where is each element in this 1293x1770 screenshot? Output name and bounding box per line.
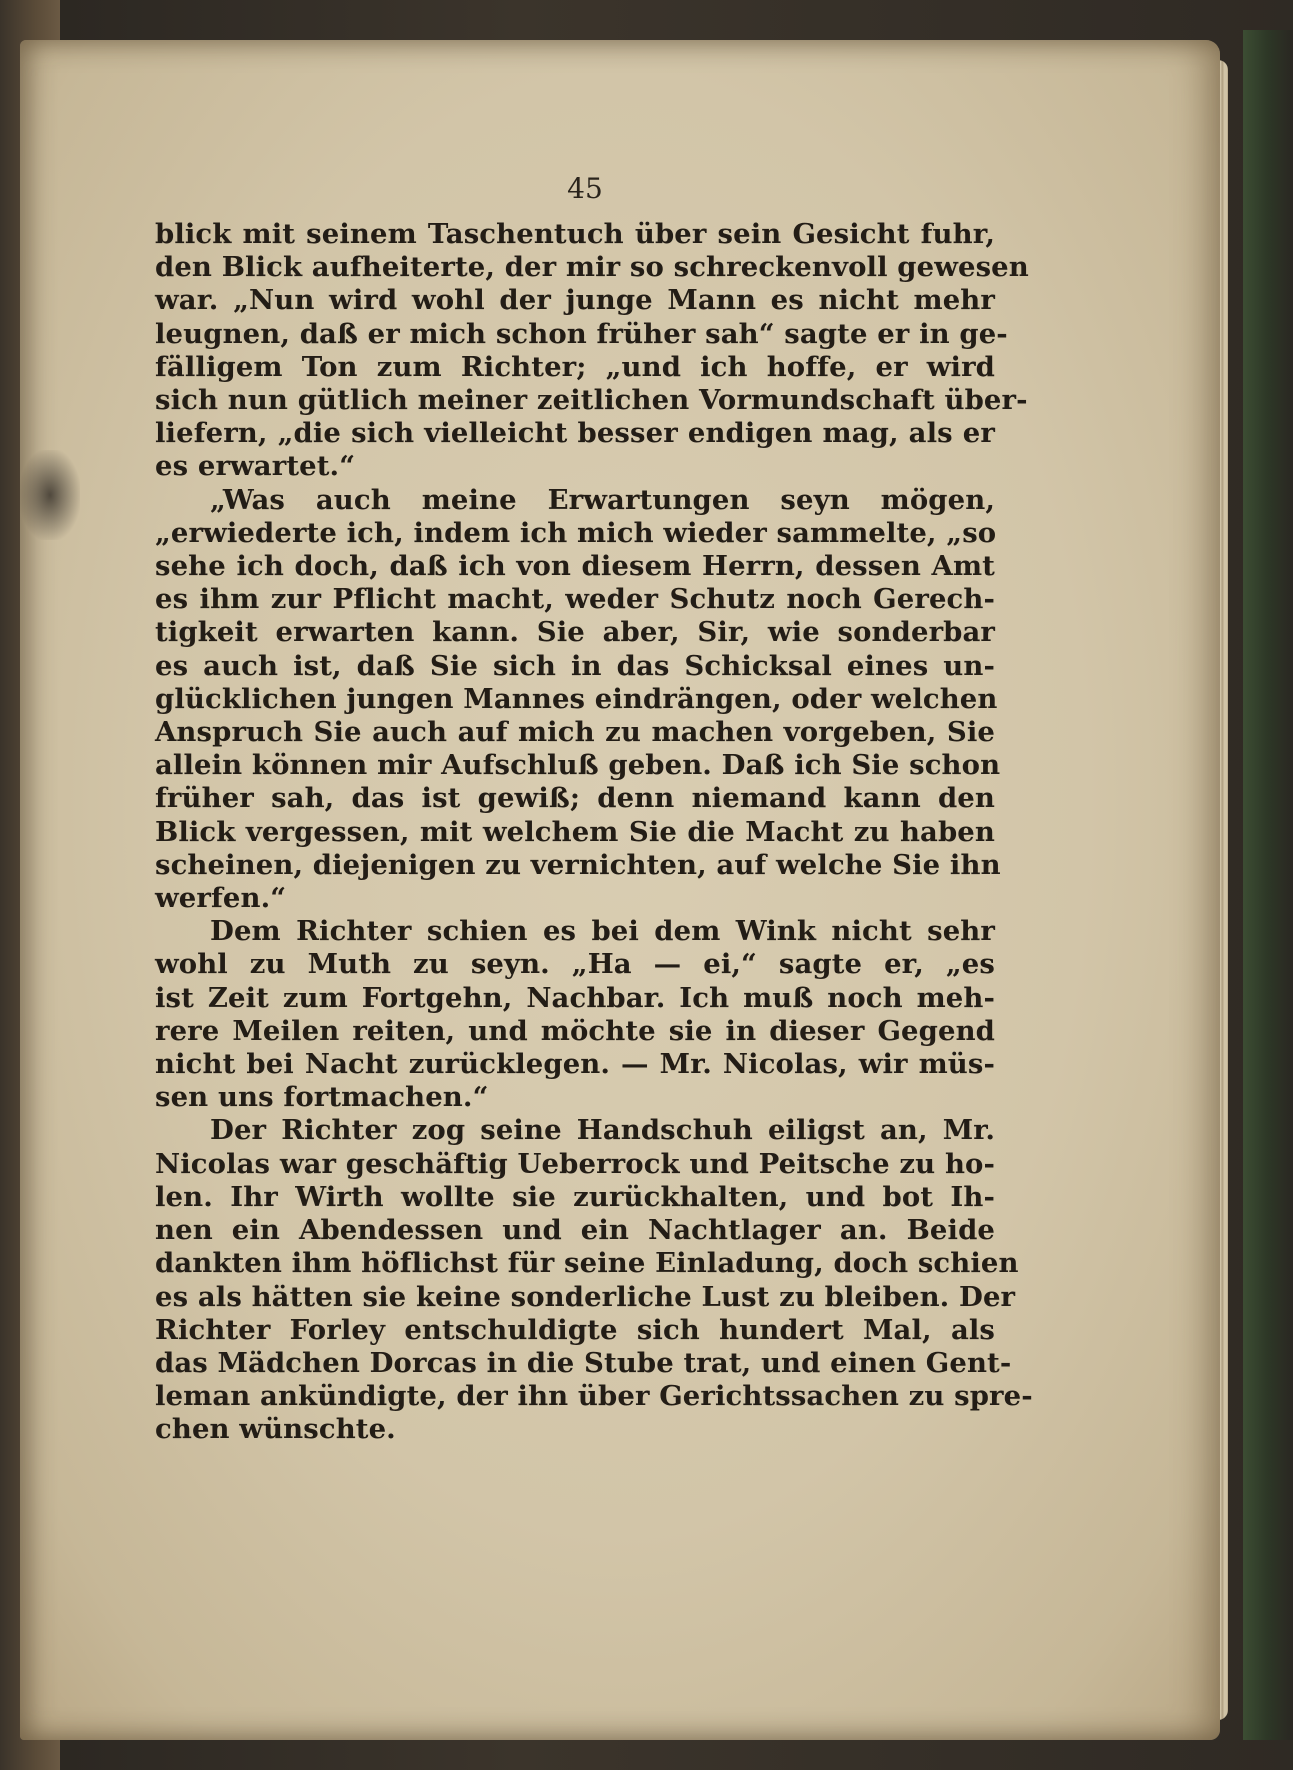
text-line: Nicolas war geschäftig Ueberrock und Peitsche zu ho- — [155, 1147, 995, 1180]
text-line: len. Ihr Wirth wollte sie zurückhalten, und bot Ih- — [155, 1180, 995, 1213]
ink-stain — [20, 450, 80, 540]
text-line: war. „Nun wird wohl der junge Mann es nicht mehr — [155, 284, 995, 317]
text-line: es als hätten sie keine sonderliche Lust zu bleiben. Der — [155, 1280, 1016, 1313]
book-cover-right — [1243, 30, 1293, 1740]
text-line: rere Meilen reiten, und möchte sie in dieser Gegend — [155, 1014, 995, 1047]
text-line: leugnen, daß er mich schon früher sah“ sagte er in ge- — [155, 317, 1008, 350]
text-line: sehe ich doch, daß ich von diesem Herrn, dessen Amt — [155, 550, 995, 583]
text-line: leman ankündigte, der ihn über Gerichtssachen zu spre- — [155, 1380, 1033, 1413]
text-line: Anspruch Sie auch auf mich zu machen vorgeben, Sie — [155, 716, 995, 749]
body-text — [155, 218, 1033, 1447]
text-line: früher sah, das ist gewiß; denn niemand kann den — [155, 782, 995, 815]
text-line: „erwiederte ich, indem ich mich wieder sammelte, „so — [155, 516, 997, 549]
text-line: dankten ihm höflichst für seine Einladung, doch schien — [155, 1247, 1019, 1280]
text-line: scheinen, diejenigen zu vernichten, auf welche Sie ihn — [155, 848, 1001, 881]
text-line: werfen.“ — [155, 882, 287, 915]
text-line: sen uns fortmachen.“ — [155, 1081, 489, 1114]
text-line: es erwartet.“ — [155, 450, 356, 483]
paragraph-4 — [155, 1114, 1033, 1446]
text-line: ist Zeit zum Fortgehn, Nachbar. Ich muß noch meh- — [155, 981, 995, 1014]
text-line: liefern, „die sich vielleicht besser endigen mag, als er — [155, 417, 995, 450]
text-line: blick mit seinem Taschentuch über sein Gesicht fuhr, — [155, 218, 995, 250]
page-number: 45 — [567, 172, 603, 205]
text-line: wohl zu Muth zu seyn. „Ha — ei,“ sagte er, „es — [155, 948, 995, 981]
paragraph-3 — [155, 915, 995, 1114]
text-line: chen wünschte. — [155, 1413, 396, 1446]
text-line: tigkeit erwarten kann. Sie aber, Sir, wie sonderbar — [155, 616, 995, 649]
text-line: das Mädchen Dorcas in die Stube trat, und einen Gent- — [155, 1346, 1012, 1379]
text-line: Dem Richter schien es bei dem Wink nicht sehr — [210, 915, 995, 948]
text-line: nen ein Abendessen und ein Nachtlager an. Beide — [155, 1214, 995, 1247]
text-line: den Blick aufheiterte, der mir so schreckenvoll gewesen — [155, 251, 1029, 284]
text-line: Blick vergessen, mit welchem Sie die Macht zu haben — [155, 815, 995, 848]
paragraph-1 — [155, 218, 1029, 484]
text-line: sich nun gütlich meiner zeitlichen Vormundschaft über- — [155, 384, 1028, 417]
text-line: „Was auch meine Erwartungen seyn mögen, — [210, 483, 995, 516]
text-line: Der Richter zog seine Handschuh eiligst an, Mr. — [210, 1114, 995, 1147]
text-line: allein können mir Aufschluß geben. Daß ich Sie schon — [155, 749, 1001, 782]
text-line: fälligem Ton zum Richter; „und ich hoffe, er wird — [155, 350, 995, 383]
text-line: es ihm zur Pflicht macht, weder Schutz noch Gerech- — [155, 583, 995, 616]
text-line: es auch ist, daß Sie sich in das Schicksal eines un- — [155, 649, 995, 682]
text-line: nicht bei Nacht zurücklegen. — Mr. Nicolas, wir müs- — [155, 1048, 995, 1081]
paragraph-2 — [155, 483, 1001, 916]
text-line: glücklichen jungen Mannes eindrängen, oder welchen — [155, 682, 998, 715]
text-line: Richter Forley entschuldigte sich hundert Mal, als — [155, 1313, 995, 1346]
